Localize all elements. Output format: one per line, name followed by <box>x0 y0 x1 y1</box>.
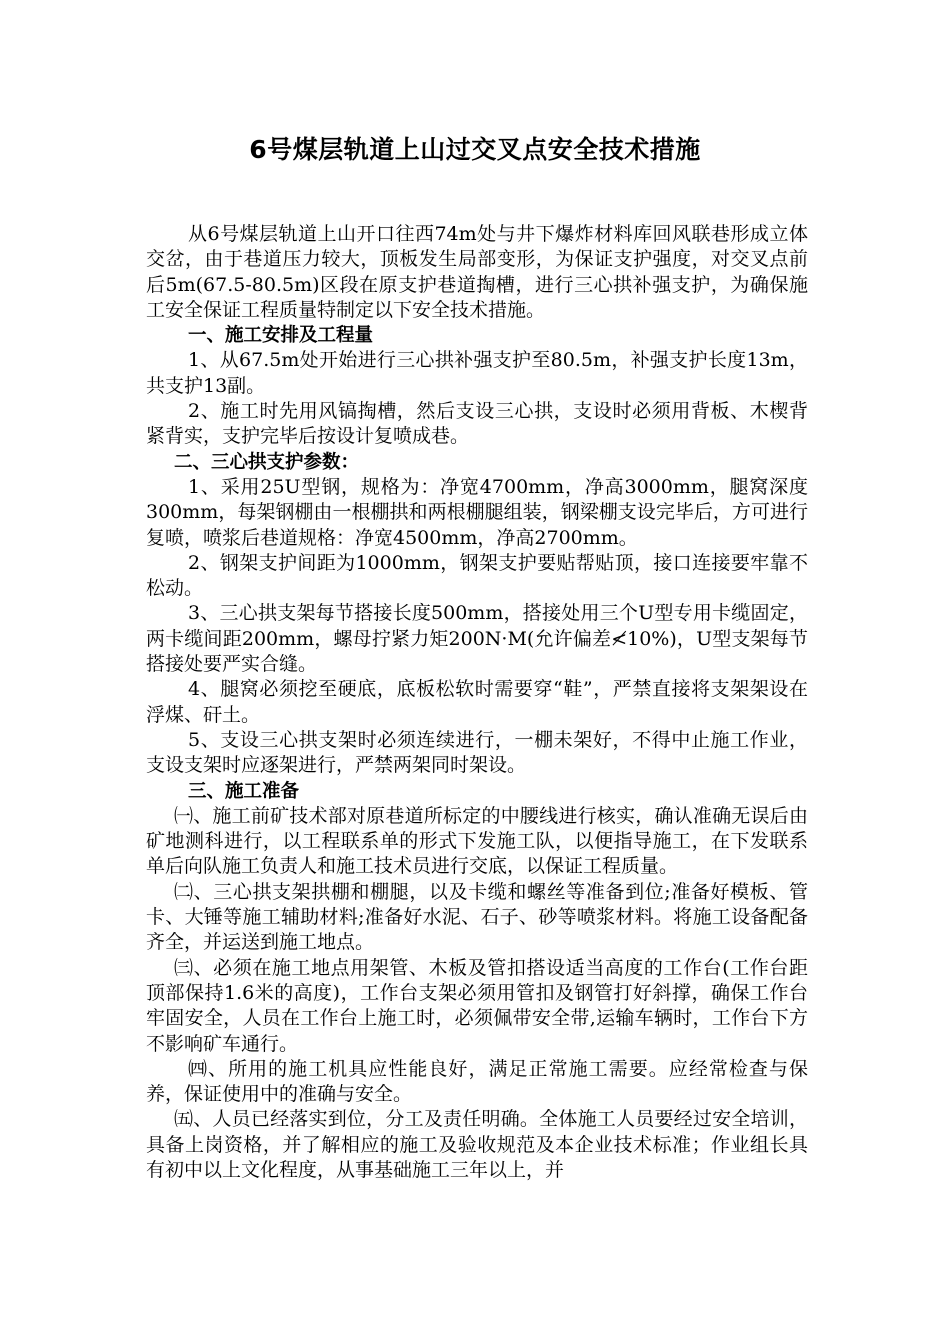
section3-item-2: ㈡、三心拱支架拱棚和棚腿，以及卡缆和螺丝等准备到位;准备好模板、管卡、大锤等施工辅助材料;准备好水泥、石子、砂等喷浆材料。将施工设备配备齐全，并运送到施工地点。 <box>146 880 808 954</box>
section3-item-3: ㈢、必须在施工地点用架管、木板及管扣搭设适当高度的工作台(工作台距顶部保持1.6米的高度)，工作台支架必须用管扣及钢管打好斜撑，确保工作台牢固安全，人员在工作台上施工时，必须佩带安全带,运输车辆时，工作台下方不影响矿车通行。 <box>146 956 808 1055</box>
section2-item-4: 4、腿窝必须挖至硬底，底板松软时需要穿“鞋”，严禁直接将支架架设在浮煤、矸土。 <box>146 678 808 726</box>
section3-item-1: ㈠、施工前矿技术部对原巷道所标定的中腰线进行核实，确认准确无误后由矿地测科进行，以工程联系单的形式下发施工队，以便指导施工，在下发联系单后向队施工负责人和施工技术员进行交底，以保证工程质量。 <box>146 804 808 878</box>
section1-item-1: 1、从67.5m处开始进行三心拱补强支护至80.5m，补强支护长度13m，共支护13副。 <box>146 349 808 397</box>
section2-item-5: 5、支设三心拱支架时必须连续进行，一棚未架好，不得中止施工作业，支设支架时应逐架进行，严禁两架同时架设。 <box>146 728 808 777</box>
section1-item-2: 2、施工时先用风镐掏槽，然后支设三心拱，支设时必须用背板、木楔背紧背实，支护完毕后按设计复喷成巷。 <box>146 400 808 448</box>
section3-item-5: ㈤、人员已经落实到位，分工及责任明确。全体施工人员要经过安全培训，具备上岗资格，并了解相应的施工及验收规范及本企业技术标准；作业组长具有初中以上文化程度，从事基础施工三年以上，并 <box>146 1108 808 1181</box>
document-title: 6号煤层轨道上山过交叉点安全技术措施 <box>249 135 701 164</box>
intro-paragraph: 从6号煤层轨道上山开口往西74m处与井下爆炸材料库回风联巷形成立体交岔，由于巷道压力较大，顶板发生局部变形，为保证支护强度，对交叉点前后5m(67.5-80.5m)区段在原支护巷道掏槽，进行三心拱补强支护，为确保施工安全保证工程质量特制定以下安全技术措施。 <box>146 223 808 321</box>
section2-item-1: 1、采用25U型钢，规格为：净宽4700mm，净高3000mm，腿窝深度300mm，每架钢棚由一根棚拱和两根棚腿组装，钢梁棚支设完毕后，方可进行复喷，喷浆后巷道规格：净宽4500mm，净高2700mm。 <box>146 475 808 549</box>
section2-item-2: 2、钢架支护间距为1000mm，钢架支护要贴帮贴顶，接口连接要牢靠不松动。 <box>146 551 808 600</box>
section-heading-3: 三、施工准备 <box>188 780 300 802</box>
section2-item-3: 3、三心拱支架每节搭接长度500mm，搭接处用三个U型专用卡缆固定，两卡缆间距200mm，螺母拧紧力矩200N·M(允许偏差≮10%)，U型支架每节搭接处要严实合缝。 <box>146 602 808 676</box>
section-heading-2: 二、三心拱支护参数： <box>174 451 360 473</box>
section3-item-4: ㈣、所用的施工机具应性能良好，满足正常施工需要。应经常检查与保养，保证使用中的准确与安全。 <box>146 1057 808 1106</box>
document-body <box>146 222 808 1183</box>
section-heading-1: 一、施工安排及工程量 <box>188 325 374 347</box>
